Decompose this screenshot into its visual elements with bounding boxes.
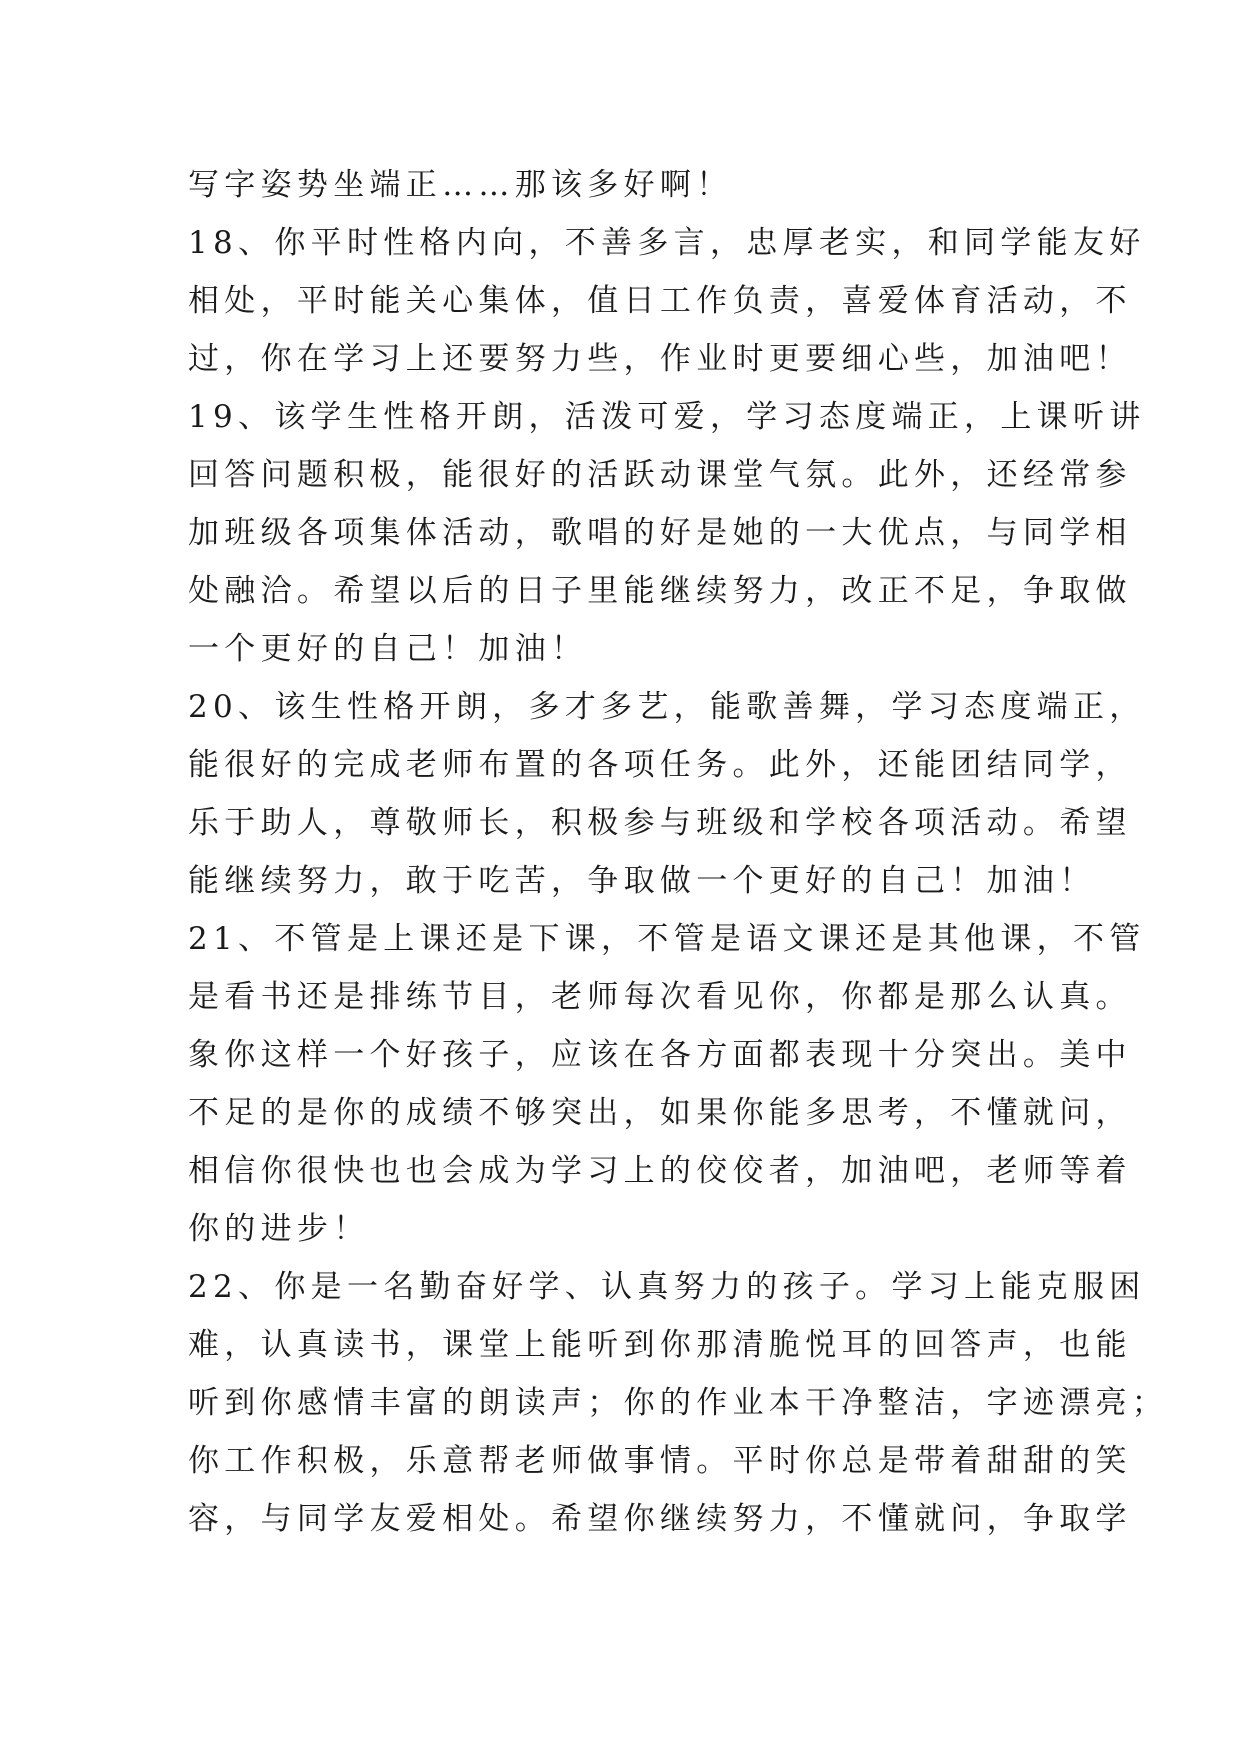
text-line: 能继续努力，敢于吃苦，争取做一个更好的自己！加油！ [188,863,1096,899]
text-line: 你工作积极，乐意帮老师做事情。平时你总是带着甜甜的笑 [188,1443,1132,1479]
text-line: 不足的是你的成绩不够突出，如果你能多思考，不懂就问， [188,1095,1132,1131]
text-line: 22、你是一名勤奋好学、认真努力的孩子。学习上能克服困 [188,1269,1146,1305]
text-line: 18、你平时性格内向，不善多言，忠厚老实，和同学能友好 [188,225,1146,261]
text-line: 乐于助人，尊敬师长，积极参与班级和学校各项活动。希望 [188,805,1132,841]
text-line: 回答问题积极，能很好的活跃动课堂气氛。此外，还经常参 [188,457,1132,493]
text-line: 相处，平时能关心集体，值日工作负责，喜爱体育活动，不 [188,283,1132,319]
text-line: 难，认真读书，课堂上能听到你那清脆悦耳的回答声，也能 [188,1327,1132,1363]
text-line: 是看书还是排练节目，老师每次看见你，你都是那么认真。 [188,979,1132,1015]
text-line: 容，与同学友爱相处。希望你继续努力，不懂就问，争取学 [188,1501,1132,1537]
text-line: 相信你很快也也会成为学习上的佼佼者，加油吧，老师等着 [188,1153,1132,1189]
text-line: 处融洽。希望以后的日子里能继续努力，改正不足，争取做 [188,573,1132,609]
text-line: 听到你感情丰富的朗读声；你的作业本干净整洁，字迹漂亮； [188,1385,1169,1421]
text-line: 象你这样一个好孩子，应该在各方面都表现十分突出。美中 [188,1037,1132,1073]
text-line: 加班级各项集体活动，歌唱的好是她的一大优点，与同学相 [188,515,1132,551]
text-line: 19、该学生性格开朗，活泼可爱，学习态度端正，上课听讲 [188,399,1146,435]
text-line: 过，你在学习上还要努力些，作业时更要细心些，加油吧！ [188,341,1132,377]
text-line: 你的进步！ [188,1211,370,1247]
text-line: 写字姿势坐端正……那该多好啊！ [188,167,733,203]
text-line: 能很好的完成老师布置的各项任务。此外，还能团结同学， [188,747,1132,783]
text-line: 一个更好的自己！加油！ [188,631,588,667]
text-line: 20、该生性格开朗，多才多艺，能歌善舞，学习态度端正， [188,689,1146,725]
document-body [188,156,1169,1548]
text-line: 21、不管是上课还是下课，不管是语文课还是其他课，不管 [188,921,1146,957]
